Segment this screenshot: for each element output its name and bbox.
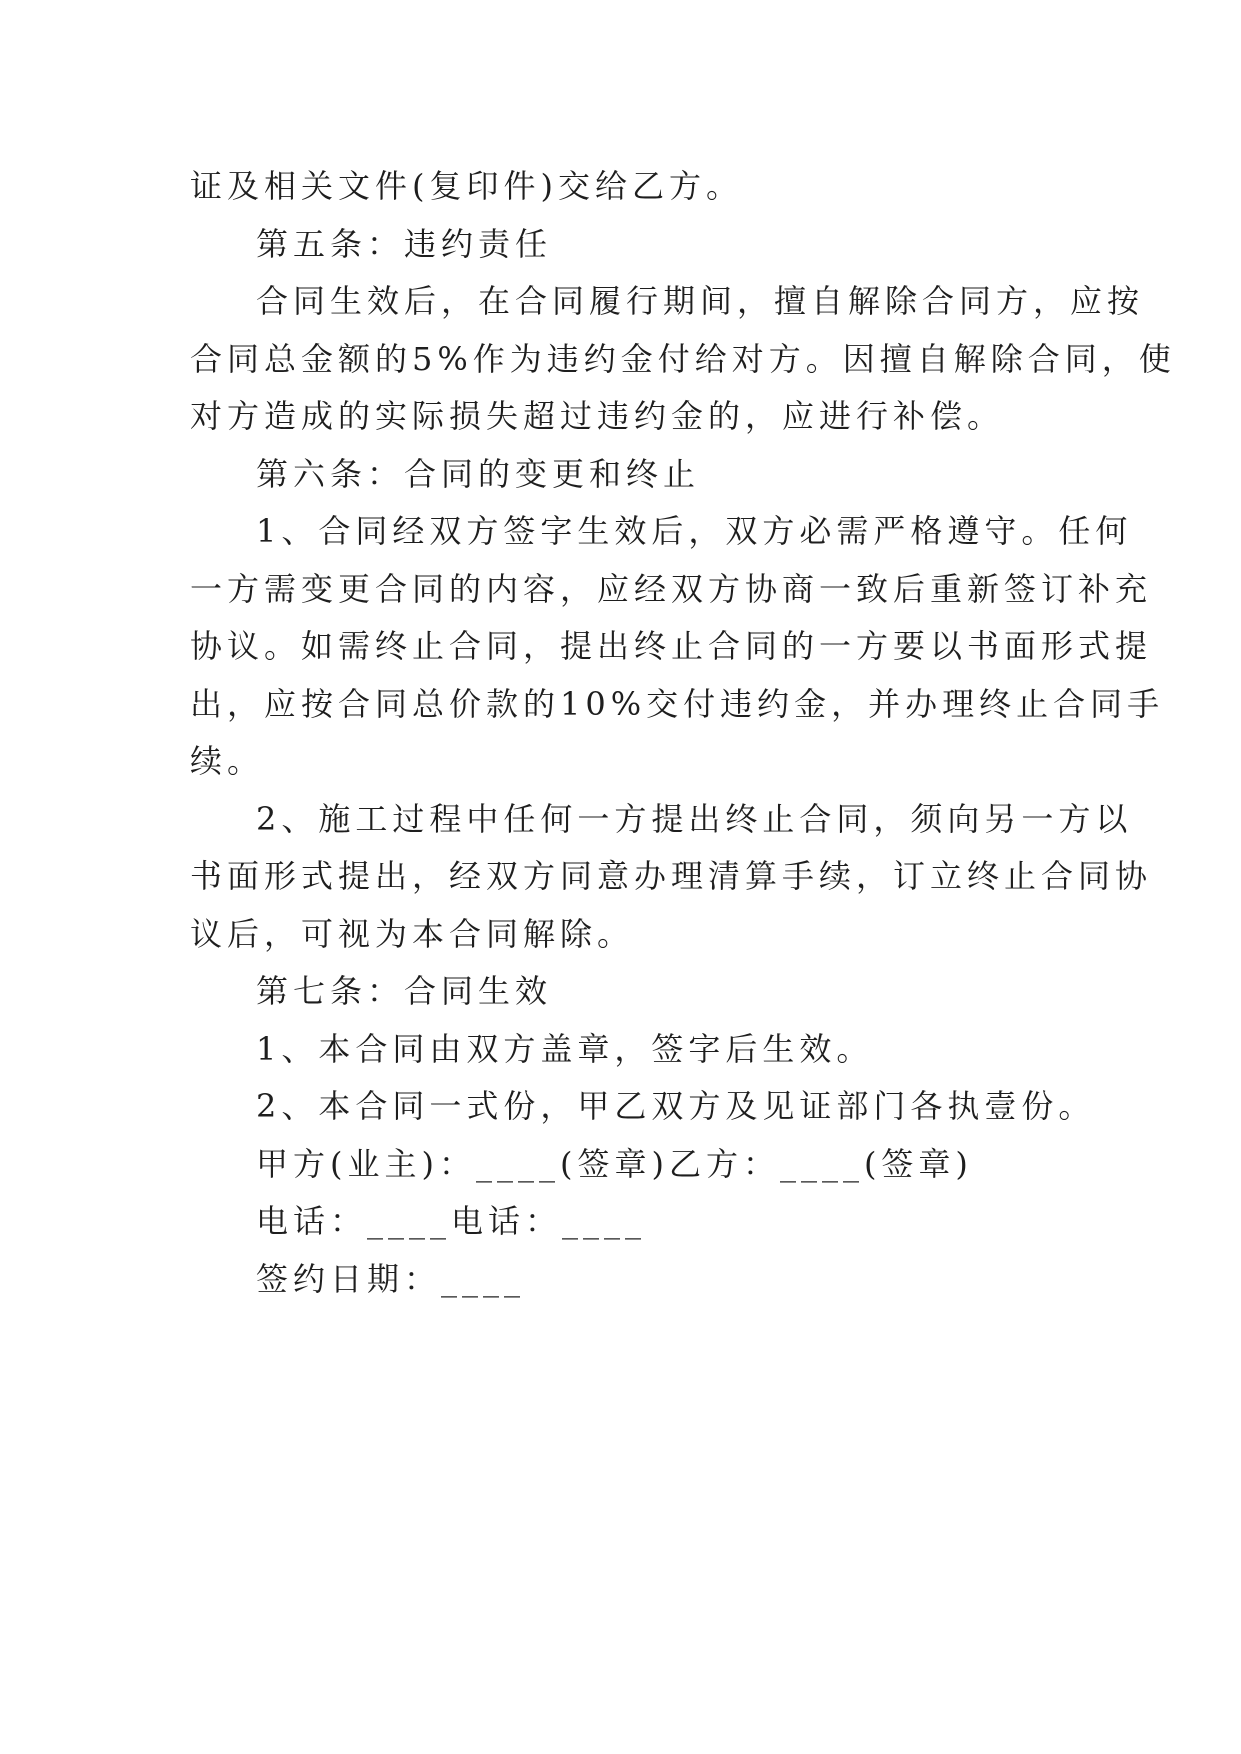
body-line: 1、本合同由双方盖章，签字后生效。	[256, 1029, 874, 1068]
section-heading-7: 第七条：合同生效	[256, 972, 553, 1010]
body-line: 对方造成的实际损失超过违约金的，应进行补偿。	[190, 397, 1005, 435]
contract-body	[190, 158, 1176, 1308]
body-line: 协议。如需终止合同，提出终止合同的一方要以书面形式提	[190, 627, 1153, 665]
body-line: 合同总金额的5%作为违约金付给对方。因擅自解除合同，使	[190, 339, 1176, 378]
body-line: 一方需变更合同的内容，应经双方协商一致后重新签订补充	[190, 569, 1153, 608]
body-line: 2、施工过程中任何一方提出终止合同，须向另一方以	[256, 799, 1133, 838]
body-line: 合同生效后，在合同履行期间，擅自解除合同方，应按	[256, 282, 1145, 320]
section-heading-6: 第六条：合同的变更和终止	[256, 454, 701, 493]
phone-line: 电话：____电话：____	[256, 1202, 647, 1240]
body-line: 2、本合同一式份，甲乙双方及见证部门各执壹份。	[256, 1087, 1096, 1125]
signature-line: 甲方(业主)：____(签章)乙方：____(签章)	[256, 1144, 973, 1183]
sign-date-line: 签约日期：____	[256, 1259, 526, 1298]
body-line: 续。	[190, 742, 265, 780]
body-line: 证及相关文件(复印件)交给乙方。	[190, 167, 743, 205]
body-line: 书面形式提出，经双方同意办理清算手续，订立终止合同协	[190, 857, 1153, 895]
section-heading-5: 第五条：违约责任	[256, 224, 553, 263]
body-line: 议后，可视为本合同解除。	[190, 914, 635, 953]
body-line: 出，应按合同总价款的10%交付违约金，并办理终止合同手	[190, 684, 1165, 723]
body-line: 1、合同经双方签字生效后，双方必需严格遵守。任何	[256, 512, 1133, 550]
